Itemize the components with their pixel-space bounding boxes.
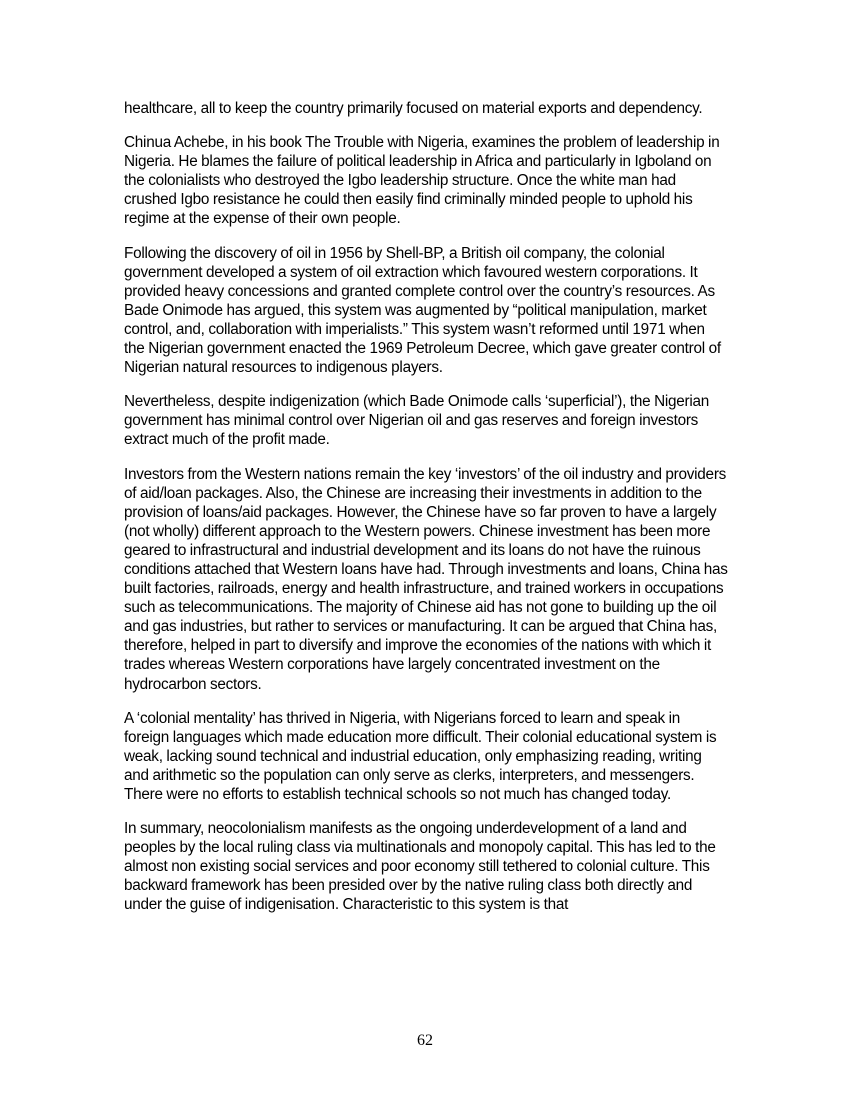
page-body: [124, 99, 728, 930]
paragraph-investors: Investors from the Western nations remain the key ‘investors’ of the oil industry and providers of aid/loan packages. Also, the Chinese are increasing their investments in addition to the provision of loans/aid packages. However, the Chinese have so far proven to have a largely (not wholly) different approach to the Western powers. Chinese investment has been more geared to infrastructural and industrial development and its loans do not have the ruinous conditions attached that Western loans have had. Through investments and loans, China has built factories, railroads, energy and health infrastructure, and trained workers in occupations such as telecommunications. The majority of Chinese aid has not gone to building up the oil and gas industries, but rather to services or manufacturing. It can be argued that China has, therefore, helped in part to diversify and improve the economies of the nations with which it trades whereas Western corporations have largely concentrated investment on the hydrocarbon sectors.: [124, 465, 728, 693]
paragraph-summary: In summary, neocolonialism manifests as the ongoing underdevelopment of a land and peoples by the local ruling class via multinationals and monopoly capital. This has led to the almost non existing social services and poor economy still tethered to colonial culture. This backward framework has been presided over by the native ruling class both directly and under the guise of indigenisation. Characteristic to this system is that: [124, 820, 716, 914]
paragraph-achebe: Chinua Achebe, in his book The Trouble with Nigeria, examines the problem of leadership in Nigeria. He blames the failure of political leadership in Africa and particularly in Igboland on the colonialists who destroyed the Igbo leadership structure. Once the white man had crushed Igbo resistance he could then easily find criminally minded people to uphold his regime at the expense of their own people.: [124, 134, 720, 228]
paragraph-indigenization: Nevertheless, despite indigenization (which Bade Onimode calls ‘superficial’), the Nigerian government has minimal control over Nigerian oil and gas reserves and foreign investors extract much of the profit made.: [124, 393, 710, 449]
paragraph-colonial-mentality: A ‘colonial mentality’ has thrived in Nigeria, with Nigerians forced to learn and speak in foreign languages which made education more difficult. Their colonial educational system is weak, lacking sound technical and industrial education, only emphasizing reading, writing and arithmetic so the population can only serve as clerks, interpreters, and messengers. There were no efforts to establish technical schools so not much has changed today.: [124, 709, 717, 803]
page-number: 62: [417, 1032, 433, 1049]
paragraph-healthcare-continuation: healthcare, all to keep the country primarily focused on material exports and dependency.: [124, 100, 703, 117]
paragraph-oil-discovery: Following the discovery of oil in 1956 by Shell-BP, a British oil company, the colonial government developed a system of oil extraction which favoured western corporations. It provided heavy concessions and granted complete control over the country’s resources. As Bade Onimode has argued, this system was augmented by “political manipulation, market control, and, collaboration with imperialists.” This system wasn’t reformed until 1971 when the Nigerian government enacted the 1969 Petroleum Decree, which gave greater control of Nigerian natural resources to indigenous players.: [124, 244, 721, 377]
